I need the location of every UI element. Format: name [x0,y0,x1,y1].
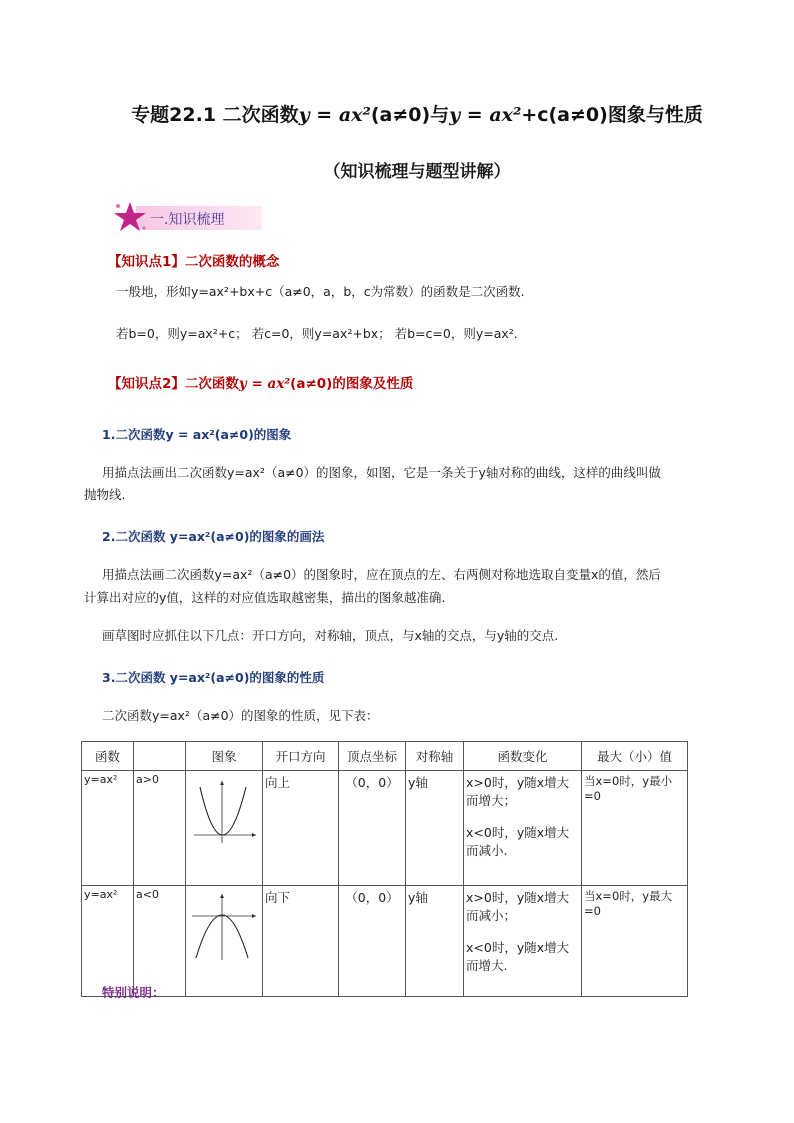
title-mid: (a≠0)与 [370,104,450,126]
cell-extreme: 当x=0时，y最小=0 [582,771,688,886]
cell-opening: 向上 [263,771,339,886]
sec2-line-1: 用描点法画二次函数y=ax²（a≠0）的图象时，应在顶点的左、右两侧对称地选取自变量x的值，然后 [102,567,661,582]
special-note-label: 特别说明： [102,985,165,1000]
sec2-line-3: 画草图时应抓住以下几点：开口方向，对称轴，顶点，与x轴的交点，与y轴的交点. [102,628,559,643]
cell-condition: a<0 [134,886,186,997]
parabola-up-graph [190,779,258,845]
cell-change [464,771,582,886]
properties-table [81,741,688,997]
knowledge-point-2-heading [108,372,413,392]
header-cell: 顶点坐标 [339,742,406,771]
page-subtitle: （知识梳理与题型讲解） [323,162,511,182]
cell-condition: a>0 [134,771,186,886]
header-cell: 最大（小）值 [582,742,688,771]
title-math-1: y = ax² [298,104,371,126]
sec1-line-1: 用描点法画出二次函数y=ax²（a≠0）的图象，如图，它是一条关于y轴对称的曲线，这样的曲线叫做 [102,465,661,480]
cell-change [464,886,582,997]
header-cell: 开口方向 [263,742,339,771]
header-cell: 对称轴 [406,742,464,771]
cell-graph [186,771,263,886]
kp1-line-1: 一般地，形如y=ax²+bx+c（a≠0，a，b，c为常数）的函数是二次函数. [116,284,525,299]
star-icon [110,200,150,234]
cell-function: y=ax² [82,771,134,886]
header-cell [134,742,186,771]
title-prefix: 专题22.1 二次函数 [131,104,299,126]
kp2-heading-suffix: (a≠0)的图象及性质 [290,376,414,392]
cell-axis: y轴 [406,886,464,997]
title-math-2: y = ax² [449,104,522,126]
banner-label: 一.知识梳理 [150,212,225,228]
cell-graph [186,886,263,997]
change-line-2: x<0时，y随x增大而增大. [466,940,570,973]
title-suffix: +c(a≠0)图象与性质 [521,104,703,126]
table-row [82,771,688,886]
table-header-row [82,742,688,771]
sec3-line-1: 二次函数y=ax²（a≠0）的图象的性质，见下表： [102,708,379,723]
knowledge-point-1-heading: 【知识点1】二次函数的概念 [108,254,280,270]
page-title [0,100,794,127]
change-line-1: x>0时，y随x增大而增大； [466,775,570,808]
section-1-heading: 1.二次函数y = ax²(a≠0)的图象 [102,427,292,442]
sec1-line-2: 抛物线. [84,487,126,502]
header-cell: 图象 [186,742,263,771]
change-line-2: x<0时，y随x增大而减小. [466,825,570,858]
table-row [82,886,688,997]
cell-opening: 向下 [263,886,339,997]
change-line-1: x>0时，y随x增大而减小； [466,890,570,923]
kp2-heading-math: y = ax² [238,376,291,392]
header-cell: 函数变化 [464,742,582,771]
cell-vertex: （0，0） [339,886,406,997]
cell-function: y=ax² [82,886,134,997]
parabola-down-graph [190,892,258,962]
cell-vertex: （0，0） [339,771,406,886]
section-2-heading: 2.二次函数 y=ax²(a≠0)的图象的画法 [102,529,325,544]
header-cell: 函数 [82,742,134,771]
kp1-line-2: 若b=0，则y=ax²+c； 若c=0，则y=ax²+bx； 若b=c=0，则y=ax². [116,326,518,341]
cell-axis: y轴 [406,771,464,886]
sec2-line-2: 计算出对应的y值，这样的对应值选取越密集，描出的图象越准确. [84,590,446,605]
section-banner [106,200,266,234]
kp2-heading-prefix: 【知识点2】二次函数 [108,376,239,392]
cell-extreme: 当x=0时，y最大=0 [582,886,688,997]
section-3-heading: 3.二次函数 y=ax²(a≠0)的图象的性质 [102,670,325,685]
